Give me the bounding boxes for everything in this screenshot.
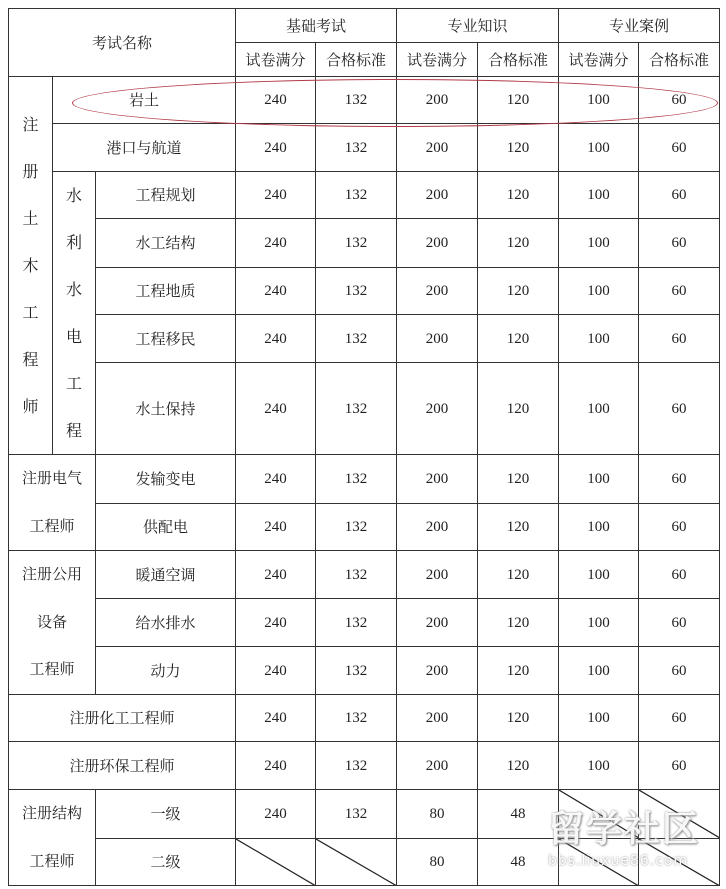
table-row [9, 172, 720, 219]
group-header-knowledge: 专业知识 [397, 9, 559, 43]
table-row [9, 219, 720, 267]
cell-value: 100 [559, 599, 639, 647]
group-header-case: 专业案例 [559, 9, 720, 43]
empty-diagonal-cell [316, 838, 397, 886]
cell-value: 60 [639, 455, 720, 504]
row-name: 工程移民 [96, 314, 236, 362]
sub-header: 合格标准 [316, 43, 397, 77]
cell-value: 240 [236, 124, 316, 172]
cell-value: 120 [478, 172, 559, 219]
cell-value: 60 [639, 172, 720, 219]
exam-name-header: 考试名称 [9, 9, 236, 77]
row-name: 水工结构 [96, 219, 236, 267]
cell-value: 120 [478, 647, 559, 695]
table-row [9, 314, 720, 362]
cell-value: 240 [236, 219, 316, 267]
cell-value: 240 [236, 455, 316, 504]
table-row [9, 599, 720, 647]
water-conservancy-label: 水 利 水 电 工 程 [53, 172, 96, 455]
cell-value: 132 [316, 172, 397, 219]
utility-engineer-label: 注册公用 设备 工程师 [9, 551, 96, 695]
table-row [9, 647, 720, 695]
cell-value: 240 [236, 695, 316, 742]
cell-value: 240 [236, 363, 316, 455]
cell-value: 132 [316, 503, 397, 551]
cell-value: 200 [397, 647, 478, 695]
cell-value: 120 [478, 551, 559, 599]
table-row [9, 838, 720, 886]
empty-diagonal-cell [559, 838, 639, 886]
cell-value: 200 [397, 455, 478, 504]
row-name: 发输变电 [96, 455, 236, 504]
row-name: 一级 [96, 790, 236, 839]
header-row-1 [9, 9, 720, 43]
cell-value: 120 [478, 503, 559, 551]
cell-value: 80 [397, 838, 478, 886]
row-name: 供配电 [96, 503, 236, 551]
cell-value: 60 [639, 503, 720, 551]
cell-value: 132 [316, 363, 397, 455]
cell-value: 60 [639, 695, 720, 742]
cell-value: 132 [316, 742, 397, 790]
cell-value: 100 [559, 647, 639, 695]
row-name: 注册环保工程师 [9, 742, 236, 790]
table-row [9, 790, 720, 839]
table-row [9, 742, 720, 790]
cell-value: 100 [559, 503, 639, 551]
row-name: 动力 [96, 647, 236, 695]
cell-value: 240 [236, 742, 316, 790]
cell-value: 60 [639, 314, 720, 362]
table-row [9, 503, 720, 551]
group-header-basic: 基础考试 [236, 9, 397, 43]
row-name: 工程规划 [96, 172, 236, 219]
cell-value: 120 [478, 219, 559, 267]
cell-value: 120 [478, 363, 559, 455]
cell-value: 100 [559, 455, 639, 504]
electrical-engineer-label: 注册电气 工程师 [9, 455, 96, 551]
cell-value: 132 [316, 647, 397, 695]
cell-value: 240 [236, 77, 316, 124]
cell-value: 132 [316, 124, 397, 172]
cell-value: 132 [316, 551, 397, 599]
cell-value: 100 [559, 219, 639, 267]
watermark-logo-text: 留学社区 [548, 809, 701, 850]
cell-value: 200 [397, 503, 478, 551]
cell-value: 200 [397, 695, 478, 742]
cell-value: 60 [639, 267, 720, 314]
cell-value: 100 [559, 77, 639, 124]
cell-value: 240 [236, 647, 316, 695]
watermark-url: bbs.liuxue86.com [548, 853, 689, 869]
table-row [9, 455, 720, 504]
cell-value: 100 [559, 695, 639, 742]
civil-engineer-label: 注 册 土 木 工 程 师 [9, 77, 53, 455]
cell-value: 240 [236, 790, 316, 839]
cell-value: 200 [397, 599, 478, 647]
cell-value: 240 [236, 503, 316, 551]
sub-header: 合格标准 [478, 43, 559, 77]
table-row [9, 267, 720, 314]
cell-value: 132 [316, 267, 397, 314]
cell-value: 100 [559, 267, 639, 314]
cell-value: 132 [316, 790, 397, 839]
cell-value: 200 [397, 219, 478, 267]
cell-value: 240 [236, 599, 316, 647]
cell-value: 60 [639, 647, 720, 695]
cell-value: 200 [397, 314, 478, 362]
cell-value: 132 [316, 314, 397, 362]
cell-value: 120 [478, 77, 559, 124]
cell-value: 200 [397, 742, 478, 790]
exam-score-table-container [8, 8, 720, 886]
cell-value: 60 [639, 363, 720, 455]
cell-value: 120 [478, 742, 559, 790]
cell-value: 100 [559, 172, 639, 219]
cell-value: 120 [478, 314, 559, 362]
cell-value: 120 [478, 695, 559, 742]
empty-diagonal-cell [639, 838, 720, 886]
sub-header: 试卷满分 [397, 43, 478, 77]
cell-value: 60 [639, 219, 720, 267]
cell-value: 60 [639, 77, 720, 124]
cell-value: 100 [559, 551, 639, 599]
row-name: 岩土 [53, 77, 236, 124]
cell-value: 132 [316, 219, 397, 267]
cell-value: 48 [478, 790, 559, 839]
row-name: 工程地质 [96, 267, 236, 314]
table-row [9, 77, 720, 124]
empty-diagonal-cell [236, 838, 316, 886]
table-row [9, 363, 720, 455]
cell-value: 200 [397, 551, 478, 599]
row-name: 二级 [96, 838, 236, 886]
cell-value: 240 [236, 267, 316, 314]
row-name: 暖通空调 [96, 551, 236, 599]
table-row [9, 695, 720, 742]
cell-value: 60 [639, 124, 720, 172]
row-name: 注册化工工程师 [9, 695, 236, 742]
cell-value: 120 [478, 267, 559, 314]
cell-value: 100 [559, 742, 639, 790]
exam-score-table [8, 8, 720, 886]
sub-header: 试卷满分 [559, 43, 639, 77]
cell-value: 120 [478, 599, 559, 647]
cell-value: 200 [397, 363, 478, 455]
row-name: 港口与航道 [53, 124, 236, 172]
row-name: 给水排水 [96, 599, 236, 647]
table-row [9, 124, 720, 172]
cell-value: 80 [397, 790, 478, 839]
cell-value: 48 [478, 838, 559, 886]
cell-value: 200 [397, 172, 478, 219]
cell-value: 200 [397, 267, 478, 314]
cell-value: 240 [236, 172, 316, 219]
cell-value: 60 [639, 551, 720, 599]
cell-value: 240 [236, 314, 316, 362]
cell-value: 60 [639, 599, 720, 647]
cell-value: 200 [397, 124, 478, 172]
cell-value: 240 [236, 551, 316, 599]
cell-value: 120 [478, 124, 559, 172]
sub-header: 试卷满分 [236, 43, 316, 77]
cell-value: 100 [559, 363, 639, 455]
structural-engineer-label: 注册结构 工程师 [9, 790, 96, 886]
empty-diagonal-cell [639, 790, 720, 839]
cell-value: 132 [316, 455, 397, 504]
cell-value: 60 [639, 742, 720, 790]
cell-value: 100 [559, 124, 639, 172]
cell-value: 132 [316, 599, 397, 647]
cell-value: 120 [478, 455, 559, 504]
cell-value: 100 [559, 314, 639, 362]
cell-value: 132 [316, 695, 397, 742]
table-row [9, 551, 720, 599]
empty-diagonal-cell [559, 790, 639, 839]
row-name: 水土保持 [96, 363, 236, 455]
cell-value: 132 [316, 77, 397, 124]
sub-header: 合格标准 [639, 43, 720, 77]
cell-value: 200 [397, 77, 478, 124]
